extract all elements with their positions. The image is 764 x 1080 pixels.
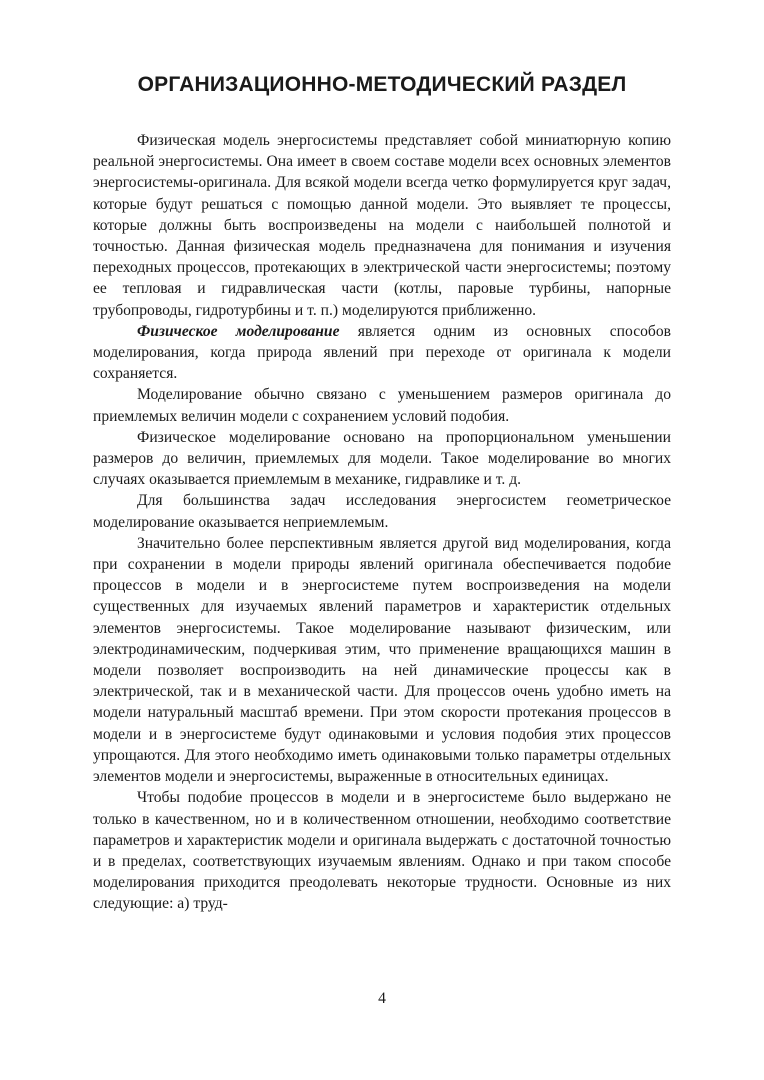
paragraph-text: Физическое моделирование основано на пропорциональном уменьшении размеров до величин, приемлемых для модели. Такое моделирование во многих случаях оказывается приемлемым в механике, гидравлике и т. д. <box>93 428 671 489</box>
paragraph <box>93 490 671 532</box>
paragraph <box>93 321 671 385</box>
body-text <box>93 130 671 915</box>
paragraph <box>93 384 671 426</box>
paragraph <box>93 130 671 321</box>
paragraph-text: Чтобы подобие процессов в модели и в энергосистеме было выдержано не только в качественном, но и в количественном отношении, необходимо соответствие параметров и характеристик модели и оригинала выдержать с достаточной точностью и в пределах, соответствующих изучаемым явлениям. Однако и при таком способе моделирования приходится преодолевать некоторые трудности. Основные из них следующие: а) труд- <box>93 789 671 913</box>
paragraph <box>93 533 671 787</box>
paragraph-text: Моделирование обычно связано с уменьшением размеров оригинала до приемлемых величин модели с сохранением условий подобия. <box>93 386 671 425</box>
paragraph-text: Физическая модель энергосистемы представляет собой миниатюрную копию реальной энергосистемы. Она имеет в своем составе модели всех основных элементов энергосистемы-оригинала. Для всякой модели всегда четко формулируется круг задач, которые будут решаться с помощью данной модели. Это выявляет те процессы, которые должны быть воспроизведены на модели с наибольшей полнотой и точностью. Данная физическая модель предназначена для понимания и изучения переходных процессов, протекающих в электрической части энергосистемы; поэтому ее тепловая и гидравлическая части (котлы, паровые турбины, напорные трубопроводы, гидротурбины и т. п.) моделируются приближенно. <box>93 132 671 319</box>
section-title: ОРГАНИЗАЦИОННО-МЕТОДИЧЕСКИЙ РАЗДЕЛ <box>137 73 627 96</box>
paragraph-text: является одним из основных способов моделирования, когда природа явлений при переходе от оригинала к модели сохраняется. <box>93 322 672 383</box>
page-number: 4 <box>378 990 386 1007</box>
paragraph-text: Для большинства задач исследования энергосистем геометрическое моделирование оказывается неприемлемым. <box>93 492 671 531</box>
paragraph <box>93 787 671 914</box>
paragraph <box>93 427 671 491</box>
paragraph-text: Значительно более перспективным является другой вид моделирования, когда при сохранении в модели природы явлений оригинала обеспечивается подобие процессов в модели и в энергосистеме путем воспроизведения на модели существенных для изучаемых явлений параметров и характеристик отдельных элементов энергосистемы. Такое моделирование называют физическим, или электродинамическим, подчеркивая этим, что применение вращающихся машин в модели позволяет воспроизводить на ней динамические процессы как в электрической, так и в механической части. Для процессов очень удобно иметь на модели натуральный масштаб времени. При этом скорости протекания процессов в модели и в энергосистеме будут одинаковыми и условия подобия этих процессов упрощаются. Для этого необходимо иметь одинаковыми только параметры отдельных элементов модели и энергосистемы, выраженные в относительных единицах. <box>93 534 671 786</box>
emphasized-term: Физическое моделирование <box>137 322 340 340</box>
